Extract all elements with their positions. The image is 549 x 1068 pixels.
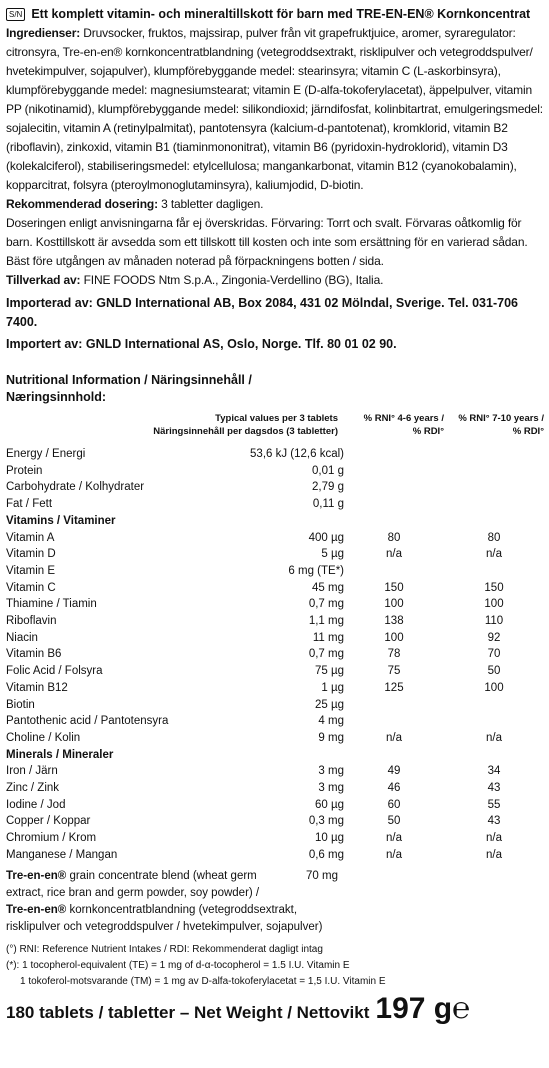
nutrient-value: 1,1 mg <box>308 615 344 628</box>
nutrition-row <box>6 496 544 513</box>
nutrition-row <box>6 479 544 496</box>
nutrient-rni-4-6: 125 <box>384 681 404 694</box>
nutrient-name: Vitamin B6 <box>6 648 62 661</box>
nutrient-rni-7-10 <box>444 463 544 480</box>
nutrient-name: Iodine / Jod <box>6 798 66 811</box>
nutrient-rni-7-10 <box>444 513 544 530</box>
header-rni1-line2: % RDI° <box>412 426 444 437</box>
nutrient-name: Manganese / Mangan <box>6 848 118 861</box>
nutrient-value: 45 mg <box>312 581 344 594</box>
nutrient-rni-4-6: 100 <box>384 598 404 611</box>
nutrient-value: 0,11 g <box>312 498 344 511</box>
nutrition-row <box>6 847 544 864</box>
footnote-te-se: 1 tokoferol-motsvarande (TM) = 1 mg av D-alfa-tokoferylacetat = 1,5 I.U. Vitamin E <box>20 975 386 987</box>
manufacturer-paragraph <box>6 271 544 290</box>
nutrient-value: 0,7 mg <box>308 648 344 661</box>
nutrition-row <box>6 563 544 580</box>
nutrient-rni-4-6 <box>344 463 444 480</box>
blend-amount: 70 mg <box>306 869 338 882</box>
nutrient-rni-4-6: 46 <box>387 782 401 795</box>
nutrient-value: 10 µg <box>314 832 344 845</box>
nutrient-rni-7-10: 43 <box>487 815 501 828</box>
nutrient-rni-7-10: 70 <box>487 648 501 661</box>
nutrient-rni-4-6 <box>344 496 444 513</box>
nutrient-rni-7-10: 55 <box>487 798 501 811</box>
dosage-label: Rekommenderad dosering: <box>6 197 158 211</box>
nutrient-name: Zinc / Zink <box>6 782 60 795</box>
nutrition-header-row <box>6 412 544 438</box>
warning-text: Doseringen enligt anvisningarna får ej överskridas. Förvaring: Torrt och svalt. Förvaras oåtkomlig för barn. Kosttillskott är avsedda som ett tillskott till kosten och inte som ersättning för en varierad sådan. Bäst före utgången av månaden noterad på förpackningens botten / sida. <box>6 216 528 268</box>
nutrient-rni-7-10: n/a <box>486 848 502 861</box>
nutrient-rni-7-10: n/a <box>486 731 502 744</box>
nutrient-name: Copper / Koppar <box>6 815 91 828</box>
nutrient-rni-4-6 <box>344 446 444 463</box>
nutrient-name: Choline / Kolin <box>6 731 81 744</box>
nutrient-rni-7-10: 34 <box>487 765 501 778</box>
nutrition-section-row <box>6 513 544 530</box>
nutrient-name: Energy / Energi <box>6 448 86 460</box>
nutrition-row <box>6 463 544 480</box>
label-document <box>6 6 544 1026</box>
nutrition-row <box>6 680 544 697</box>
header-rni-7-10 <box>444 412 544 438</box>
nutrient-rni-7-10: n/a <box>486 832 502 845</box>
nutrient-value: 75 µg <box>314 665 344 678</box>
nutrient-rni-7-10 <box>444 713 544 730</box>
nutrient-name: Carbohydrate / Kolhydrater <box>6 481 145 494</box>
nutrient-value: 5 µg <box>321 548 344 561</box>
net-weight-value: 197 g <box>375 991 453 1025</box>
nutrition-row <box>6 663 544 680</box>
nutrient-value: 0,6 mg <box>308 848 344 861</box>
nutrient-value: 60 µg <box>314 798 344 811</box>
estimated-sign-icon: ℮ <box>452 991 471 1025</box>
nutrient-rni-4-6: n/a <box>386 848 402 861</box>
nutrition-row <box>6 596 544 613</box>
net-weight-line <box>6 992 544 1026</box>
nutrition-row <box>6 830 544 847</box>
blend-brand-se: Tre-en-en® <box>6 903 67 916</box>
nutrient-name: Biotin <box>6 698 35 711</box>
nutrient-rni-7-10: 80 <box>487 531 501 544</box>
nutrition-row <box>6 813 544 830</box>
nutrient-rni-7-10 <box>444 747 544 764</box>
nutrient-rni-7-10: 110 <box>484 615 504 628</box>
header-value-line2: Näringsinnehåll per dagsdos (3 tabletter) <box>153 426 338 437</box>
nutrient-name: Vitamin B12 <box>6 681 68 694</box>
footnotes <box>6 942 544 990</box>
blend-brand-en: Tre-en-en® <box>6 869 67 882</box>
nutrient-value: 3 mg <box>318 782 344 795</box>
nutrient-rni-7-10 <box>444 697 544 714</box>
header-rni2-line2: % RDI° <box>512 426 544 437</box>
nutrient-value: 0,3 mg <box>308 815 344 828</box>
nutrient-rni-4-6 <box>344 563 444 580</box>
header-rni-4-6 <box>344 412 444 438</box>
manufacturer-label: Tillverkad av: <box>6 273 81 287</box>
nutrient-value: 400 µg <box>308 531 344 544</box>
nutrient-rni-7-10 <box>444 563 544 580</box>
net-weight-text: 180 tablets / tabletter – Net Weight / Nettovikt <box>6 1002 370 1022</box>
nutrient-name: Vitamin C <box>6 581 56 594</box>
nutrient-value: 6 mg (TE*) <box>288 564 344 577</box>
nutrition-row <box>6 763 544 780</box>
nutrient-value: 25 µg <box>314 698 344 711</box>
nutrition-row <box>6 646 544 663</box>
ingredients-text: Druvsocker, fruktos, majssirap, pulver från vit grapefruktjuice, aromer, syraregulator: citronsyra, Tre-en-en® kornkoncentratblandning (vetegroddsextrakt, risklipulver och vetegroddspulver/ hvetekimpulver, sojapulver), klumpförebyggande medel: stearinsyra; vitamin C (L-askorbinsyra), klumpförebyggande medel: magnesiumstearat; vitamin E (D-alfa-tokoferylacetat), äppelpulver, vitamin PP (nikotinamid), klumpförebyggande medel: silikondioxid; järndifosfat, kolinbitartrat, emulgeringsmedel: sojalecitin, vitamin A (retinylpalmitat), pantotensyra (kalcium-d-pantotenat), kromklorid, vitamin B2 (riboflavin), zinkoxid, vitamin B1 (tiaminmononitrat), vitamin B6 (pyridoxin-hydroklorid), vitamin D3 (kolekalciferol), stabiliseringsmedel: etylcellulosa; mangankarbonat, vitamin B12 (cyanokobalamin), kopparcitrat, folsyra (pteroylmonoglutaminsyra), kaliumjodid, D-biotin. <box>6 26 543 192</box>
nutrient-name: Iron / Järn <box>6 765 58 778</box>
nutrient-value: 4 mg <box>318 715 344 728</box>
nutrient-rni-7-10: n/a <box>486 548 502 561</box>
nutrient-rni-7-10: 100 <box>484 598 504 611</box>
nutrient-rni-7-10 <box>444 446 544 463</box>
nutrition-table <box>6 412 544 864</box>
nutrition-title <box>6 372 544 406</box>
header-value-cell <box>148 412 344 438</box>
nutrient-name: Minerals / Mineraler <box>6 748 114 761</box>
nutrient-rni-7-10: 150 <box>484 581 504 594</box>
nutrition-row <box>6 546 544 563</box>
nutrient-rni-4-6 <box>344 713 444 730</box>
nutrient-value: 0,7 mg <box>308 598 344 611</box>
nutrient-value <box>148 513 344 530</box>
nutrient-value: 2,79 g <box>312 481 344 494</box>
nutrient-name: Folic Acid / Folsyra <box>6 665 103 678</box>
nutrient-rni-4-6 <box>344 479 444 496</box>
nutrient-rni-4-6 <box>344 697 444 714</box>
header-rni1-line1: % RNI° 4-6 years / <box>363 413 444 424</box>
footnote-rni: (°) RNI: Reference Nutrient Intakes / RDI: Rekommenderat dagligt intag <box>6 943 323 955</box>
nutrition-section-row <box>6 747 544 764</box>
dosage-text: 3 tabletter dagligen. <box>161 197 264 211</box>
nutrient-rni-4-6: 50 <box>387 815 401 828</box>
nutrient-value: 11 mg <box>312 631 344 644</box>
importer-no: Importert av: GNLD International AS, Oslo, Norge. Tlf. 80 01 02 90. <box>6 337 397 351</box>
nutrient-rni-7-10: 92 <box>487 631 501 644</box>
header-rni2-line1: % RNI° 7-10 years / <box>458 413 544 424</box>
nutrient-rni-7-10 <box>444 496 544 513</box>
nutrition-row <box>6 630 544 647</box>
nutrient-name: Riboflavin <box>6 615 57 628</box>
nutrition-rows <box>6 446 544 864</box>
nutrient-rni-7-10: 43 <box>487 782 501 795</box>
nutrient-rni-4-6: n/a <box>386 731 402 744</box>
nutrient-rni-4-6: 60 <box>387 798 401 811</box>
nutrient-rni-4-6: 138 <box>384 615 404 628</box>
nutrient-rni-4-6: n/a <box>386 832 402 845</box>
nutrient-value: 3 mg <box>318 765 344 778</box>
footnote-te-en: (*): 1 tocopherol-equivalent (TE) = 1 mg of d-α-tocopherol = 1.5 I.U. Vitamin E <box>6 959 350 971</box>
nutrient-value: 9 mg <box>318 731 344 744</box>
grain-blend <box>6 868 544 936</box>
importer-se: Importerad av: GNLD International AB, Box 2084, 431 02 Mölndal, Sverige. Tel. 031-706 7400. <box>6 296 518 329</box>
nutrient-rni-7-10 <box>444 479 544 496</box>
nutrient-name: Vitamin A <box>6 531 55 544</box>
product-header <box>6 6 544 22</box>
nutrient-rni-4-6: 75 <box>387 665 401 678</box>
nutrient-rni-4-6: 49 <box>387 765 401 778</box>
nutrition-title-line1: Nutritional Information / Näringsinnehåll / <box>6 373 252 387</box>
nutrient-rni-4-6: 80 <box>387 531 401 544</box>
nutrition-row <box>6 797 544 814</box>
ingredients-label: Ingredienser: <box>6 26 81 40</box>
dosage-paragraph <box>6 195 544 214</box>
sn-badge: S/N <box>6 8 25 21</box>
nutrient-name: Pantothenic acid / Pantotensyra <box>6 715 169 728</box>
nutrition-row <box>6 780 544 797</box>
nutrient-name: Fat / Fett <box>6 498 53 511</box>
grain-blend-se <box>6 902 346 936</box>
nutrient-value: 1 µg <box>321 681 344 694</box>
product-title: Ett komplett vitamin- och mineraltillskott för barn med TRE-EN-EN® Kornkoncentrat <box>31 7 531 21</box>
nutrient-rni-4-6 <box>344 747 444 764</box>
nutrient-name: Protein <box>6 464 43 477</box>
nutrient-rni-4-6: 78 <box>387 648 401 661</box>
nutrient-rni-4-6: 100 <box>384 631 404 644</box>
nutrition-row <box>6 613 544 630</box>
blend-text-se: kornkoncentratblandning (vetegroddsextrakt, risklipulver och vetegroddspulver / hvetekimpulver, sojapulver) <box>6 903 323 933</box>
ingredients-paragraph <box>6 24 544 195</box>
nutrient-rni-4-6: 150 <box>384 581 404 594</box>
nutrient-rni-7-10: 100 <box>484 681 504 694</box>
nutrition-row <box>6 530 544 547</box>
nutrient-name: Vitamin E <box>6 564 56 577</box>
nutrient-name: Chromium / Krom <box>6 832 97 845</box>
nutrient-name: Vitamins / Vitaminer <box>6 514 116 527</box>
nutrient-name: Thiamine / Tiamin <box>6 598 97 611</box>
nutrition-row <box>6 697 544 714</box>
nutrition-row <box>6 730 544 747</box>
nutrient-value <box>148 747 344 764</box>
nutrient-value: 53,6 kJ (12,6 kcal) <box>250 448 344 460</box>
nutrition-row <box>6 713 544 730</box>
header-name-cell <box>6 412 148 438</box>
nutrition-row <box>6 580 544 597</box>
nutrient-rni-7-10: 50 <box>487 665 501 678</box>
nutrient-name: Niacin <box>6 631 38 644</box>
nutrition-title-line2: Næringsinnhold: <box>6 390 106 404</box>
nutrient-rni-4-6: n/a <box>386 548 402 561</box>
nutrient-value: 0,01 g <box>312 464 344 477</box>
blend-text-en: grain concentrate blend (wheat germ extract, rice bran and germ powder, soy powder) / <box>6 869 260 899</box>
nutrient-rni-4-6 <box>344 513 444 530</box>
nutrition-row <box>6 446 544 463</box>
nutrient-name: Vitamin D <box>6 548 56 561</box>
manufacturer-text: FINE FOODS Ntm S.p.A., Zingonia-Verdellino (BG), Italia. <box>83 273 384 287</box>
header-value-line1: Typical values per 3 tablets <box>215 413 338 424</box>
grain-blend-en <box>6 868 296 902</box>
